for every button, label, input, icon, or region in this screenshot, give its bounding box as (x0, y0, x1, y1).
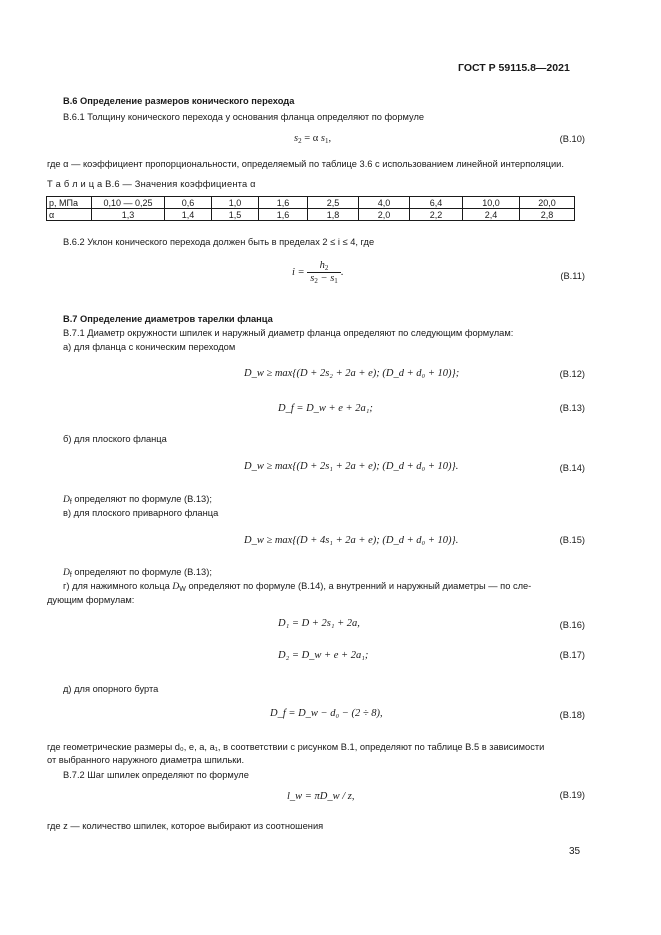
paragraph-b6-2: В.6.2 Уклон конического перехода должен быть в пределах 2 ≤ i ≤ 4, где (63, 237, 375, 247)
table-cell: 2,8 (520, 209, 575, 221)
table-b6 (46, 196, 575, 221)
equation-number-b13: (В.13) (559, 403, 585, 413)
paragraph-b7-a: а) для фланца с коническим переходом (63, 342, 236, 352)
table-cell: 1,5 (212, 209, 259, 221)
table-cell: 6,4 (410, 197, 463, 209)
paragraph-b7-g: г) для нажимного кольца $D_W$ определяют по формуле (В.14), а внутренний и наружный диаметры — по сле- (63, 581, 532, 593)
table-cell: 20,0 (520, 197, 575, 209)
table-cell: 2,4 (463, 209, 520, 221)
equation-number-b16: (В.16) (559, 620, 585, 630)
table-cell: 1,8 (308, 209, 359, 221)
equation-number-b17: (В.17) (559, 650, 585, 660)
paragraph-b7-z: где z — количество шпилек, которое выбирают из соотношения (47, 821, 324, 831)
equation-b17: D₂ = D_w + e + 2a₁; (278, 650, 369, 661)
table-cell: 1,0 (212, 197, 259, 209)
table-cell: 0,10 — 0,25 (92, 197, 165, 209)
equation-b13: D_f = D_w + e + 2a₁; (278, 403, 373, 414)
equation-number-b11: (В.11) (560, 271, 585, 281)
section-b6-title: В.6 Определение размеров конического перехода (63, 96, 295, 106)
table-cell: 0,6 (165, 197, 212, 209)
paragraph-b7-d: д) для опорного бурта (63, 684, 159, 694)
table-cell: 1,4 (165, 209, 212, 221)
section-b7-title: В.7 Определение диаметров тарелки фланца (63, 314, 273, 324)
table-row (47, 209, 575, 221)
table-cell: 10,0 (463, 197, 520, 209)
equation-b10: $s_2 = \alpha$ $s_1$, (294, 133, 332, 145)
equation-b19: l_w = πD_w / z, (287, 791, 355, 802)
paragraph-b7-1: В.7.1 Диаметр окружности шпилек и наружный диаметр фланца определяют по следующим формулам: (63, 328, 514, 338)
paragraph-b7-g-cont: дующим формулам: (47, 595, 135, 605)
equation-number-b15: (В.15) (559, 535, 585, 545)
paragraph-b7-2: В.7.2 Шаг шпилек определяют по формуле (63, 770, 249, 780)
table-caption-b6: Т а б л и ц а В.6 — Значения коэффициента α (47, 179, 256, 189)
table-cell: 2,5 (308, 197, 359, 209)
equation-b16: D₁ = D + 2s₁ + 2a, (278, 618, 360, 629)
equation-number-b12: (В.12) (559, 369, 585, 379)
table-cell: 1,6 (259, 197, 308, 209)
paragraph-b6-alpha: где α — коэффициент пропорциональности, определяемый по таблице 3.6 с использованием линейной интерполяции. (47, 159, 564, 169)
page-number: 35 (569, 846, 581, 857)
equation-b15: D_w ≥ max{(D + 4s₁ + 2a + e); (D_d + d₀ + 10)}. (244, 535, 459, 546)
equation-b12: D_w ≥ max{(D + 2s₂ + 2a + e); (D_d + d₀ + 10)}; (244, 368, 460, 379)
equation-number-b14: (В.14) (559, 463, 585, 473)
table-cell: 1,3 (92, 209, 165, 221)
table-cell: 2,2 (410, 209, 463, 221)
paragraph-b7-geom-cont: от выбранного наружного диаметра шпильки. (47, 755, 245, 765)
table-cell: 1,6 (259, 209, 308, 221)
paragraph-b7-v: в) для плоского приварного фланца (63, 508, 219, 518)
equation-b14: D_w ≥ max{(D + 2s₁ + 2a + e); (D_d + d₀ + 10)}. (244, 461, 459, 472)
paragraph-b7-df1: $D_f$ определяют по формуле (В.13); (63, 494, 212, 506)
equation-b11: i = $\frac{h_2}{s_2 - s_1}$ . (292, 260, 344, 285)
paragraph-b7-df2: $D_f$ определяют по формуле (В.13); (63, 567, 212, 579)
table-cell: 4,0 (359, 197, 410, 209)
equation-number-b18: (В.18) (559, 710, 585, 720)
paragraph-b6-1: В.6.1 Толщину конического перехода у основания фланца определяют по формуле (63, 112, 425, 122)
paragraph-b7-geom: где геометрические размеры d₀, e, a, a₁, в соответствии с рисунком В.1, определяют по таблице В.5 в зависимости (47, 742, 545, 752)
table-cell: p, МПа (47, 197, 92, 209)
equation-number-b10: (В.10) (559, 134, 585, 144)
table-cell: α (47, 209, 92, 221)
table-cell: 2,0 (359, 209, 410, 221)
document-header: ГОСТ Р 59115.8—2021 (458, 62, 570, 74)
paragraph-b7-b: б) для плоского фланца (63, 434, 167, 444)
equation-number-b19: (В.19) (559, 790, 585, 800)
table-row (47, 197, 575, 209)
equation-b18: D_f = D_w − d₀ − (2 ÷ 8), (270, 708, 383, 719)
